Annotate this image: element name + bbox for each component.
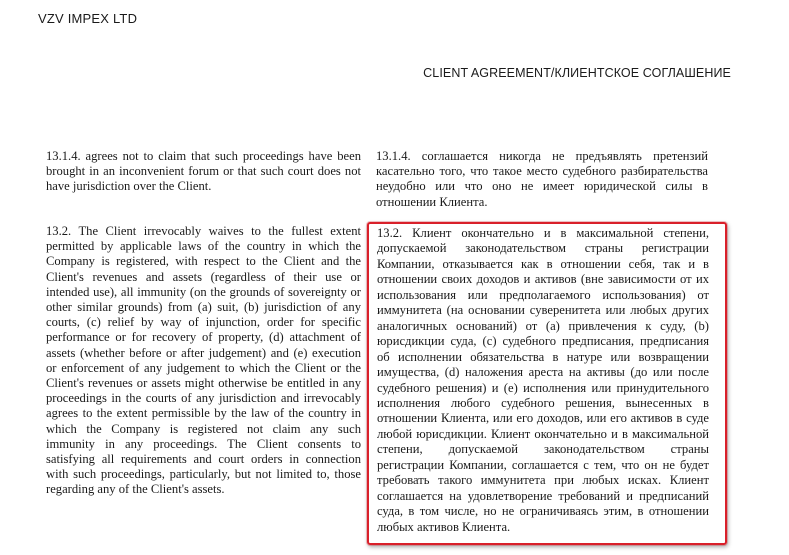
company-name: VZV IMPEX LTD <box>38 11 138 26</box>
clause-13-2-russian: 13.2. Клиент окончательно и в максимальной степени, допускаемой законодательством страны регистрации Компании, отказывается как в отношении себя, так и в отношении своих доходов и активов (вне зависимости от их использования или предполагаемого использования) от иммунитета (на основании суверенитета или любых других аналогичных оснований) от (а) привлечения к суду, (b) юрисдикции суда, (с) судебного предписания, предписания об исполнении обязательства в натуре или возвращении имущества, (d) наложения ареста на активы (до или после судебного решения) и (е) исполнения или принудительного исполнения любого судебного решения, вынесенных в отношении Клиента, или его доходов, или его активов в суде любой юрисдикции. Клиент окончательно и в максимальной степени, допускаемой законодательством страны регистрации Компании, соглашается с тем, что он не будет требовать такого иммунитета при любых исках. Клиент соглашается на удовлетворение требований и предписаний суда, в том числе, но не ограничиваясь этим, в отношении любых активов Клиента. <box>377 226 709 534</box>
clause-13-2-english: 13.2. The Client irrevocably waives to the fullest extent permitted by applicable laws of the country in which the Company is registered, with respect to the Client and the Client's revenues and assets (regardless of their use or intended use), all immunity (on the grounds of sovereignty or other similar grounds) from (a) suit, (b) jurisdiction of any courts, (c) relief by way of injunction, order for specific performance or for recovery of property, (d) attachment of assets (whether before or after judgement) and (e) execution or enforcement of any judgement to which the Client or the Client's revenues or assets might otherwise be entitled in any proceedings in the courts of any jurisdiction and irrevocably agrees to the extent permissible by the law of the country in which the Company is registered not claim any such immunity in any proceedings. The Client consents to satisfying all requirements and court orders in connection with such proceedings, particularly, but not limited to, those regarding any of the Client's assets. <box>46 224 361 497</box>
document-title: CLIENT AGREEMENT/КЛИЕНТСКОЕ СОГЛАШЕНИЕ <box>423 66 731 80</box>
highlight-box <box>367 222 727 545</box>
clause-13-1-4-english: 13.1.4. agrees not to claim that such proceedings have been brought in an inconvenient forum or that such court does not have jurisdiction over the Client. <box>46 149 361 194</box>
clause-13-1-4-russian: 13.1.4. соглашается никогда не предъявлять претензий касательно того, что такое место судебного разбирательства неудобно или что оно не имеет юридической силы в отношении Клиента. <box>376 149 708 209</box>
